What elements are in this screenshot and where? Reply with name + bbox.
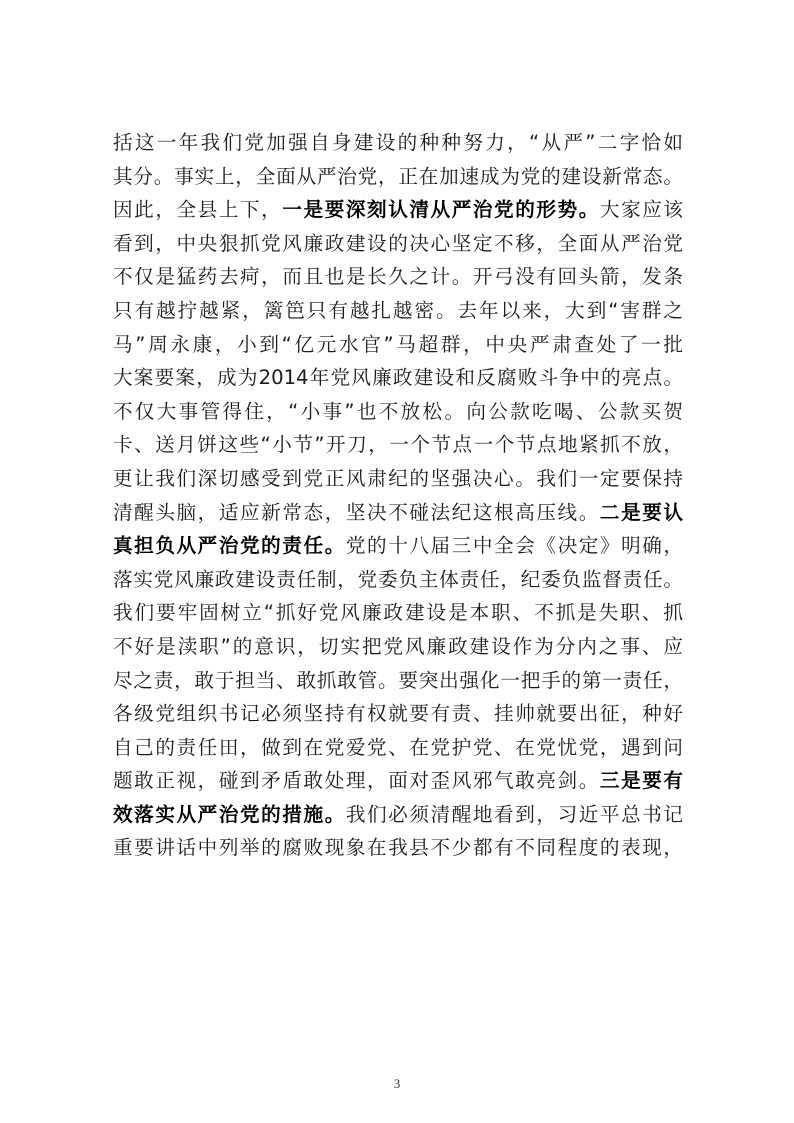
text-line	[113, 496, 683, 530]
text-run: 马”周永康，小到“亿元水官”马超群，中央严肃查处了一批	[113, 332, 683, 356]
text-line	[113, 664, 683, 698]
text-line	[113, 731, 683, 765]
body-text	[113, 126, 683, 865]
text-run: 我们必须清醒地看到，习近平总书记	[345, 802, 683, 826]
text-line	[113, 227, 683, 261]
text-run: 不好是渎职”的意识，切实把党风廉政建设作为分内之事、应	[113, 634, 683, 658]
text-run: 落实党风廉政建设责任制，党委负主体责任，纪委负监督责任。	[113, 567, 683, 591]
text-line	[113, 596, 683, 630]
text-run: 卡、送月饼这些“小节”开刀，一个节点一个节点地紧抓不放，	[113, 433, 683, 457]
bold-heading-text: 三是要有	[599, 769, 683, 793]
bold-heading-text: 一是要深刻认清从严治党的形势。	[282, 198, 600, 222]
text-line	[113, 563, 683, 597]
text-run: 党的十八届三中全会《决定》明确，	[345, 534, 683, 558]
bold-heading-text: 效落实从严治党的措施。	[113, 802, 346, 826]
bold-heading-text: 二是要认	[599, 500, 683, 524]
text-line	[113, 462, 683, 496]
text-line	[113, 193, 683, 227]
text-line	[113, 160, 683, 194]
text-line	[113, 697, 683, 731]
text-run: 大家应该	[599, 198, 683, 222]
text-run: 我们要牢固树立“抓好党风廉政建设是本职、不抓是失职、抓	[113, 601, 683, 625]
text-run: 题敢正视，碰到矛盾敢处理，面对歪风邪气敢亮剑。	[113, 769, 600, 793]
text-line	[113, 260, 683, 294]
text-line	[113, 395, 683, 429]
text-line	[113, 126, 683, 160]
text-run: 大案要案，成为2014年党风廉政建设和反腐败斗争中的亮点。	[113, 366, 683, 390]
text-run: 只有越拧越紧，篱笆只有越扎越密。去年以来，大到“害群之	[113, 298, 683, 322]
text-line	[113, 764, 683, 798]
text-run: 不仅大事管得住，“小事”也不放松。向公款吃喝、公款买贺	[113, 399, 683, 423]
text-run: 重要讲话中列举的腐败现象在我县不少都有不同程度的表现，	[113, 836, 683, 860]
text-line	[113, 529, 683, 563]
text-run: 看到，中央狠抓党风廉政建设的决心坚定不移，全面从严治党	[113, 231, 683, 255]
text-run: 不仅是猛药去疴，而且也是长久之计。开弓没有回头箭，发条	[113, 265, 683, 289]
page-number: 3	[393, 1076, 401, 1091]
text-line	[113, 361, 683, 395]
text-line	[113, 831, 683, 865]
text-run: 清醒头脑，适应新常态，坚决不碰法纪这根高压线。	[113, 500, 600, 524]
text-line	[113, 798, 683, 832]
bold-heading-text: 真担负从严治党的责任。	[113, 534, 346, 558]
text-run: 因此，全县上下，	[113, 198, 283, 222]
text-line	[113, 294, 683, 328]
text-line	[113, 630, 683, 664]
text-run: 更让我们深切感受到党正风肃纪的坚强决心。我们一定要保持	[113, 466, 683, 490]
text-run: 尽之责，敢于担当、敢抓敢管。要突出强化一把手的第一责任，	[113, 668, 683, 692]
text-line	[113, 428, 683, 462]
text-run: 括这一年我们党加强自身建设的种种努力，“从严”二字恰如	[113, 131, 683, 154]
text-run: 自己的责任田，做到在党爱党、在党护党、在党忧党，遇到问	[113, 735, 683, 759]
text-run: 各级党组织书记必须坚持有权就要有责、挂帅就要出征，种好	[113, 702, 683, 726]
text-line	[113, 328, 683, 362]
text-run: 其分。事实上，全面从严治党，正在加速成为党的建设新常态。	[113, 164, 683, 188]
